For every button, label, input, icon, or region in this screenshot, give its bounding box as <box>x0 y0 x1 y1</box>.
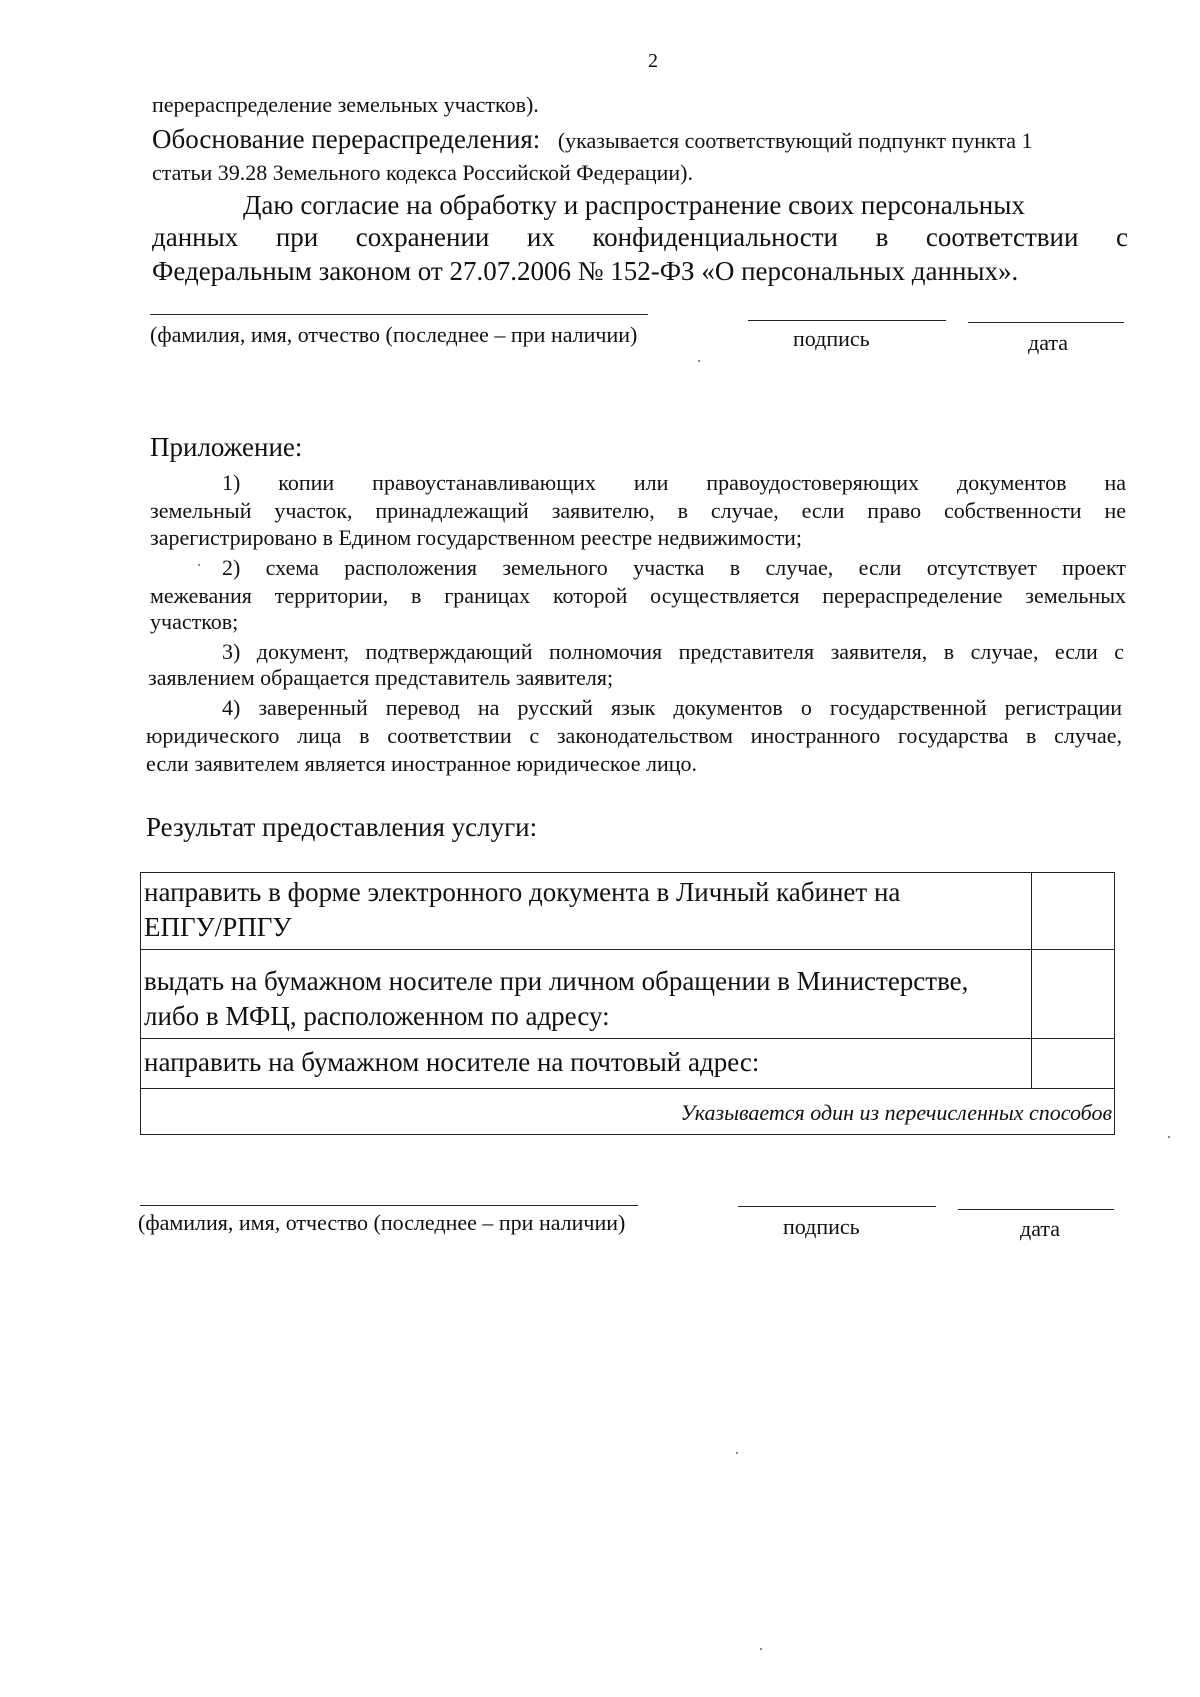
consent-line-1: Даю согласие на обработку и распространение своих персональных <box>243 190 1025 220</box>
attachments-heading: Приложение: <box>150 432 303 462</box>
basis-continuation: статьи 39.28 Земельного кодекса Российской Федерации). <box>152 160 693 185</box>
result-option-row <box>141 950 1115 1039</box>
name-caption: (фамилия, имя, отчество (последнее – при наличии) <box>150 322 638 347</box>
attachment-line: зарегистрировано в Едином государственном реестре недвижимости; <box>150 525 802 550</box>
attachment-line: если заявителем является иностранное юридическое лицо. <box>146 751 697 776</box>
attachment-line: участков; <box>150 609 239 634</box>
attachment-line: земельный участок, принадлежащий заявителю, в случае, если право собственности не <box>150 498 1126 523</box>
scan-speck <box>198 564 200 566</box>
result-heading: Результат предоставления услуги: <box>146 812 538 842</box>
date-caption: дата <box>1020 1216 1061 1241</box>
result-options-table <box>140 872 1115 1135</box>
sign-caption: подпись <box>793 326 870 351</box>
result-option-checkbox[interactable] <box>1032 1039 1115 1089</box>
scan-speck <box>698 360 700 362</box>
consent-line-3: Федеральным законом от 27.07.2006 № 152-ФЗ «О персональных данных». <box>152 256 1019 286</box>
attachment-line: 1) копии правоустанавливающих или правоудостоверяющих документов на <box>222 470 1126 495</box>
attachment-line: межевания территории, в границах которой осуществляется перераспределение земельных <box>150 583 1126 608</box>
result-option-checkbox[interactable] <box>1032 873 1115 950</box>
scan-speck <box>736 1452 738 1454</box>
date-signature-line <box>968 322 1124 323</box>
consent-line-2: данных при сохранении их конфиденциальности в соответствии с <box>152 222 1128 252</box>
attachment-line: 2) схема расположения земельного участка в случае, если отсутствует проект <box>222 555 1126 580</box>
basis-label: Обоснование перераспределения: <box>152 124 541 154</box>
sign-signature-line <box>748 320 946 321</box>
name-signature-line <box>140 1205 638 1206</box>
result-option-text: направить в форме электронного документа в Личный кабинет на ЕПГУ/РПГУ <box>141 873 1032 950</box>
date-signature-line <box>958 1209 1114 1210</box>
result-option-text: направить на бумажном носителе на почтовый адрес: <box>141 1039 1032 1089</box>
scan-speck <box>760 1648 762 1650</box>
attachment-line: 3) документ, подтверждающий полномочия представителя заявителя, в случае, если с <box>222 639 1124 664</box>
basis-line <box>152 124 1033 155</box>
attachment-line: 4) заверенный перевод на русский язык документов о государственной регистрации <box>222 695 1122 720</box>
attachment-line: юридического лица в соответствии с законодательством иностранного государства в случае, <box>146 723 1122 748</box>
name-signature-line <box>150 314 648 315</box>
result-option-text: выдать на бумажном носителе при личном обращении в Министерстве, либо в МФЦ, расположенном по адресу: <box>141 950 1032 1039</box>
result-note-row <box>141 1089 1115 1135</box>
scan-speck <box>1168 1136 1170 1138</box>
name-caption: (фамилия, имя, отчество (последнее – при наличии) <box>138 1210 626 1235</box>
attachment-line: заявлением обращается представитель заявителя; <box>148 665 614 690</box>
basis-text: (указывается соответствующий подпункт пункта 1 <box>557 128 1033 153</box>
result-option-checkbox[interactable] <box>1032 950 1115 1039</box>
date-caption: дата <box>1028 330 1069 355</box>
result-option-row <box>141 873 1115 950</box>
sign-signature-line <box>738 1206 936 1207</box>
result-note: Указывается один из перечисленных способов <box>141 1089 1115 1135</box>
result-option-row <box>141 1039 1115 1089</box>
page-number: 2 <box>648 50 658 72</box>
sign-caption: подпись <box>783 1214 860 1239</box>
continuation-line: перераспределение земельных участков). <box>152 92 539 117</box>
